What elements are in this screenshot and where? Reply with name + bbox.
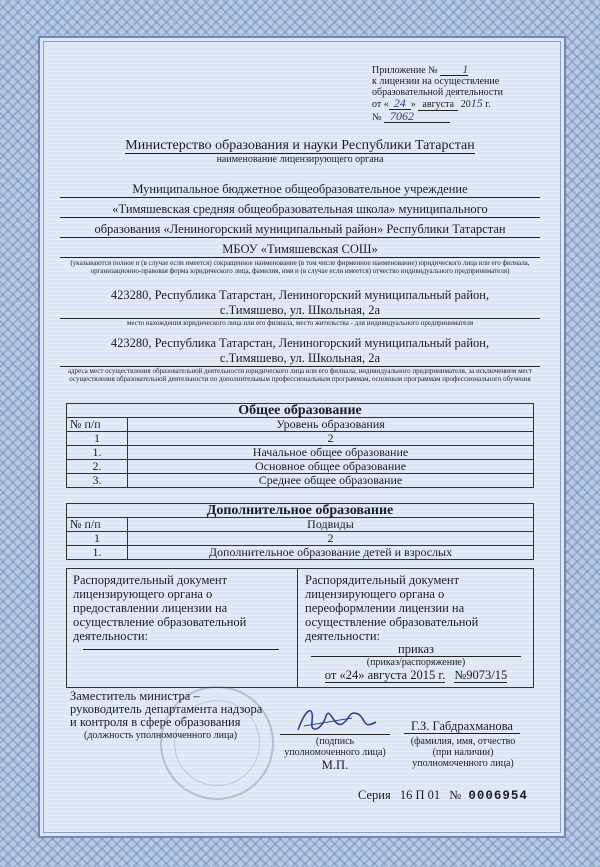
appendix-number: 1 (440, 64, 468, 76)
org-line1: Муниципальное бюджетное общеобразовательное учреждение (60, 182, 540, 198)
series-no-label: № (449, 788, 462, 802)
signatory-name: Г.З. Габдрахманова (404, 719, 520, 734)
appendix-line3: образовательной деятельности (372, 87, 503, 98)
series-block (358, 788, 538, 803)
date-mid: » (410, 99, 416, 110)
decision-date-line (305, 668, 527, 682)
row-number: 3. (67, 474, 128, 488)
activity-address-line2: с.Тимяшево, ул. Школьная, 2а (60, 351, 540, 367)
org-line2: «Тимяшевская средняя общеобразовательная школа» муниципального (60, 202, 540, 218)
org-caption: (указываются полное и (в случае если имеется) сокращенное наименование (в том числе фирменное наименование) юридического лица или его филиала, организационно-правовая форма юридического лица, фамилия, имя и (в случае если имеется) отчество индивидуального предпринимателя) (70, 259, 530, 275)
row-number: 2. (67, 460, 128, 474)
table-row (67, 460, 534, 474)
decisions-divider (297, 569, 298, 687)
signatory-position-caption: (должность уполномоченного лица) (84, 730, 238, 741)
activity-address-caption: адреса мест осуществления образовательной деятельности юридического лица или его филиала, индивидуального предпринимателя, за исключением мест осуществления образовательной деятельности по дополнительным профессиональным программам, основным программам профессионального обучения (68, 367, 532, 383)
stamp-place-label: М.П. (321, 758, 349, 772)
table-row (67, 546, 534, 560)
table-row (67, 446, 534, 460)
series-code: 16 П 01 (399, 788, 441, 802)
signature-caption: (подпись уполномоченного лица) (284, 736, 386, 758)
appendix-label: Приложение № (372, 65, 438, 76)
license-number: 7062 (384, 111, 450, 123)
org-line3: образования «Лениногорский муниципальный район» Республики Татарстан (60, 222, 540, 238)
date-year: 15 (470, 96, 483, 110)
table-row (67, 474, 534, 488)
series-number: 0006954 (468, 789, 528, 803)
row-level: Начальное общее образование (128, 446, 534, 460)
authority-caption: наименование лицензирующего органа (216, 154, 384, 165)
location-line2: с.Тимяшево, ул. Школьная, 2а (60, 303, 540, 319)
general-col-num: № п/п (67, 418, 128, 432)
additional-col-num: № п/п (67, 518, 128, 532)
signatory-position-text: Заместитель министра – руководитель департамента надзора и контроля в сфере образования (70, 689, 263, 729)
decision-doc-type: приказ (311, 643, 521, 657)
general-col-level: Уровень образования (128, 418, 534, 432)
row-number: 1. (67, 446, 128, 460)
date-year-prefix: 20 (460, 99, 471, 110)
row-subtype: Дополнительное образование детей и взрослых (128, 546, 534, 560)
decision-left-blank-line (83, 649, 279, 650)
general-education-section (66, 403, 534, 488)
decision-doc-caption: (приказ/распоряжение) (366, 657, 466, 668)
date-prefix: от « (372, 99, 389, 110)
appendix-block (372, 64, 532, 123)
additional-education-section (66, 503, 534, 560)
date-suffix: г. (485, 99, 491, 110)
decision-right-text: Распорядительный документ лицензирующего органа о переоформлении лицензии на осуществление образовательной деятельности: (305, 573, 479, 643)
authority-name: Министерство образования и науки Республики Татарстан (125, 138, 475, 153)
signature-line (280, 734, 390, 735)
row-number: 1. (67, 546, 128, 560)
additional-education-table (66, 503, 534, 560)
general-education-title: Общее образование (67, 404, 534, 418)
decision-date: от «24» августа 2015 г. (324, 668, 446, 682)
signatory-position (70, 690, 270, 729)
row-level: Среднее общее образование (128, 474, 534, 488)
general-education-table (66, 403, 534, 488)
row-level: Основное общее образование (128, 460, 534, 474)
location-line1: 423280, Республика Татарстан, Лениногорский муниципальный район, (110, 288, 490, 302)
general-colnum-1: 1 (67, 432, 128, 446)
signatory-name-caption: (фамилия, имя, отчество (при наличии) уполномоченного лица) (410, 736, 516, 769)
additional-colnum-1: 1 (67, 532, 128, 546)
series-label: Серия (358, 788, 391, 802)
decision-number: №9073/15 (454, 668, 508, 682)
decision-left-text: Распорядительный документ лицензирующего органа о предоставлении лицензии на осуществление образовательной деятельности: (73, 573, 247, 643)
additional-colnum-2: 2 (128, 532, 534, 546)
location-caption: место нахождения юридического лица или его филиала, место жительства - для индивидуального предпринимателя (126, 319, 474, 327)
additional-education-title: Дополнительное образование (67, 504, 534, 518)
license-no-label: № (372, 112, 382, 123)
org-short-name: МБОУ «Тимяшевская СОШ» (60, 242, 540, 258)
activity-address-line1: 423280, Республика Татарстан, Лениногорский муниципальный район, (110, 336, 490, 350)
decisions-block (66, 568, 534, 688)
organization-block (60, 182, 540, 275)
authority-block (62, 138, 538, 165)
additional-col-subtype: Подвиды (128, 518, 534, 532)
date-day: 24 (389, 98, 411, 110)
activity-address-block (60, 336, 540, 383)
general-colnum-2: 2 (128, 432, 534, 446)
date-month: августа (418, 99, 458, 111)
location-block (60, 288, 540, 327)
appendix-line2: к лицензии на осуществление (372, 76, 500, 87)
